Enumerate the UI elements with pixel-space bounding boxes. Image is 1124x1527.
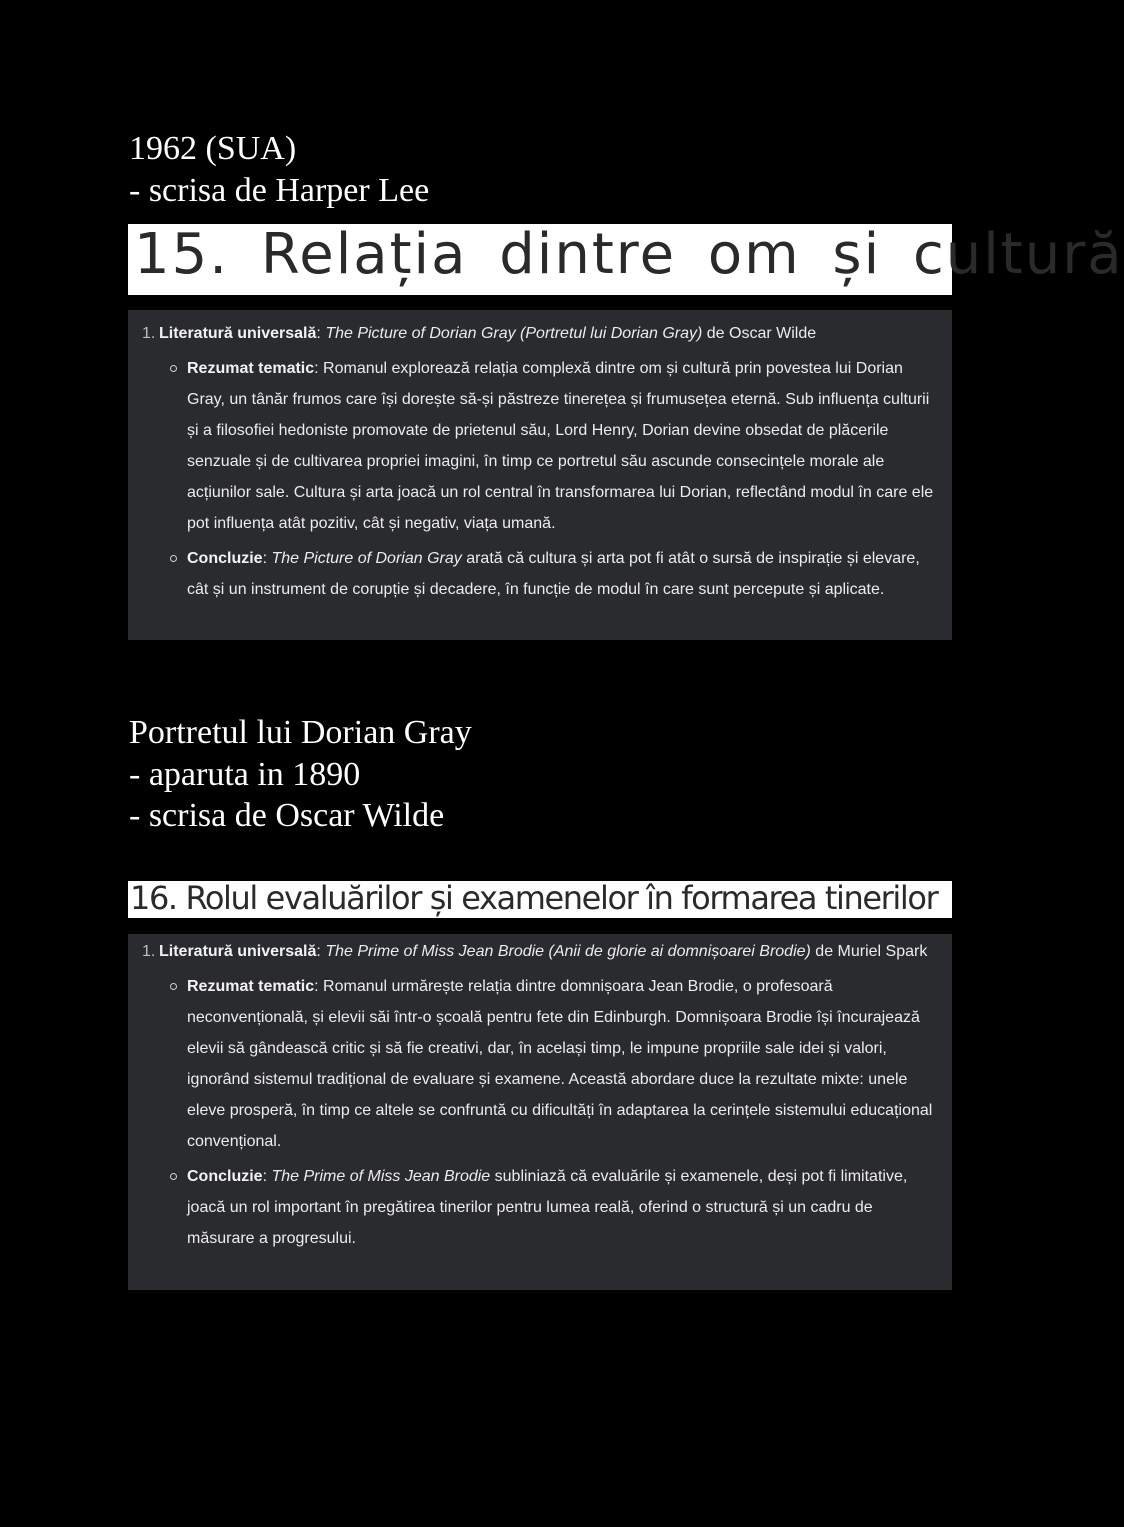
concluzie-work: The Prime of Miss Jean Brodie	[271, 1168, 491, 1185]
rezumat-text: : Romanul urmărește relația dintre domnișoara Jean Brodie, o profesoară neconvențională, și elevii săi într-o școală pentru fete din Edinburgh. Domnișoara Brodie își încurajează elevii să gândească critic și să fie creativi, dar, în același timp, le impune propriile sale idei și valori, ignorând sistemul tradițional de evaluare și examene. Această abordare duce la rezultate mixte: unele eleve prosperă, în timp ce altele se confruntă cu dificultăți în adaptarea la cerințele sistemului educațional convențional.	[187, 978, 933, 1150]
sub-item-rezumat	[159, 353, 936, 539]
concluzie-label: Concluzie	[187, 550, 263, 567]
rezumat-label: Rezumat tematic	[187, 978, 315, 995]
list-item	[142, 318, 936, 605]
note-line: 1962 (SUA)	[129, 130, 297, 167]
work-title: The Prime of Miss Jean Brodie (Anii de glorie ai domnișoarei Brodie)	[325, 943, 811, 960]
heading-banner-16	[128, 881, 952, 918]
sub-item-concluzie	[159, 543, 936, 605]
sub-list	[159, 353, 936, 605]
note-dorian-gray	[129, 712, 472, 837]
list-number: 1.	[142, 943, 156, 960]
work-title: The Picture of Dorian Gray (Portretul lui Dorian Gray)	[325, 325, 703, 342]
list-item	[142, 936, 938, 1254]
note-line: - scrisa de Harper Lee	[129, 171, 430, 209]
category-label: Literatură universală	[159, 943, 317, 960]
colon: :	[262, 1168, 272, 1185]
concluzie-text: subliniază că evaluările și examenele, deși pot fi limitative, joacă un rol important în pregătirea tinerilor pentru lumea reală, oferind o structură și un cadru de măsurare a progresului.	[187, 1168, 908, 1247]
hollow-bullet-icon	[170, 1173, 177, 1180]
colon: :	[316, 943, 321, 960]
note-line: - aparuta in 1890	[129, 755, 361, 793]
concluzie-work: The Picture of Dorian Gray	[271, 550, 462, 567]
sub-item-concluzie	[159, 1161, 938, 1254]
sub-item-rezumat	[159, 971, 938, 1157]
rezumat-text: : Romanul explorează relația complexă dintre om și cultură prin povestea lui Dorian Gray, un tânăr frumos care își dorește să-și păstreze tinerețea și frumusețea eternă. Sub influența culturii și a filosofiei hedoniste promovate de prietenul său, Lord Henry, Dorian devine obsedat de plăcerile senzuale și de cultivarea propriei imagini, în timp ce portretul său ascunde consecințele morale ale acțiunilor sale. Cultura și arta joacă un rol central în transformarea lui Dorian, reflectând modul în care ele pot influența atât pozitiv, cât și negativ, viața umană.	[187, 360, 934, 532]
colon: :	[262, 550, 272, 567]
heading-banner-15	[128, 222, 1124, 295]
heading-text: 16. Rolul evaluărilor și examenelor în formarea tinerilor	[130, 879, 938, 917]
note-harper-lee	[129, 128, 429, 211]
response-card-15	[128, 310, 952, 640]
hollow-bullet-icon	[170, 983, 177, 990]
hollow-bullet-icon	[170, 555, 177, 562]
response-card-16	[128, 934, 952, 1290]
note-line: Portretul lui Dorian Gray	[129, 714, 472, 751]
author-text: de Oscar Wilde	[702, 325, 817, 342]
author-text: de Muriel Spark	[810, 943, 928, 960]
concluzie-text: arată că cultura și arta pot fi atât o sursă de inspirație și elevare, cât și un instrument de corupție și decadere, în funcție de modul în care sunt percepute și aplicate.	[187, 550, 920, 598]
heading-text: 15. Relația dintre om și cultură	[134, 222, 1124, 287]
hollow-bullet-icon	[170, 365, 177, 372]
sub-list	[159, 971, 938, 1254]
concluzie-label: Concluzie	[187, 1168, 263, 1185]
list-number: 1.	[142, 325, 156, 342]
rezumat-label: Rezumat tematic	[187, 360, 315, 377]
category-label: Literatură universală	[159, 325, 317, 342]
note-line: - scrisa de Oscar Wilde	[129, 797, 445, 834]
colon: :	[316, 325, 321, 342]
